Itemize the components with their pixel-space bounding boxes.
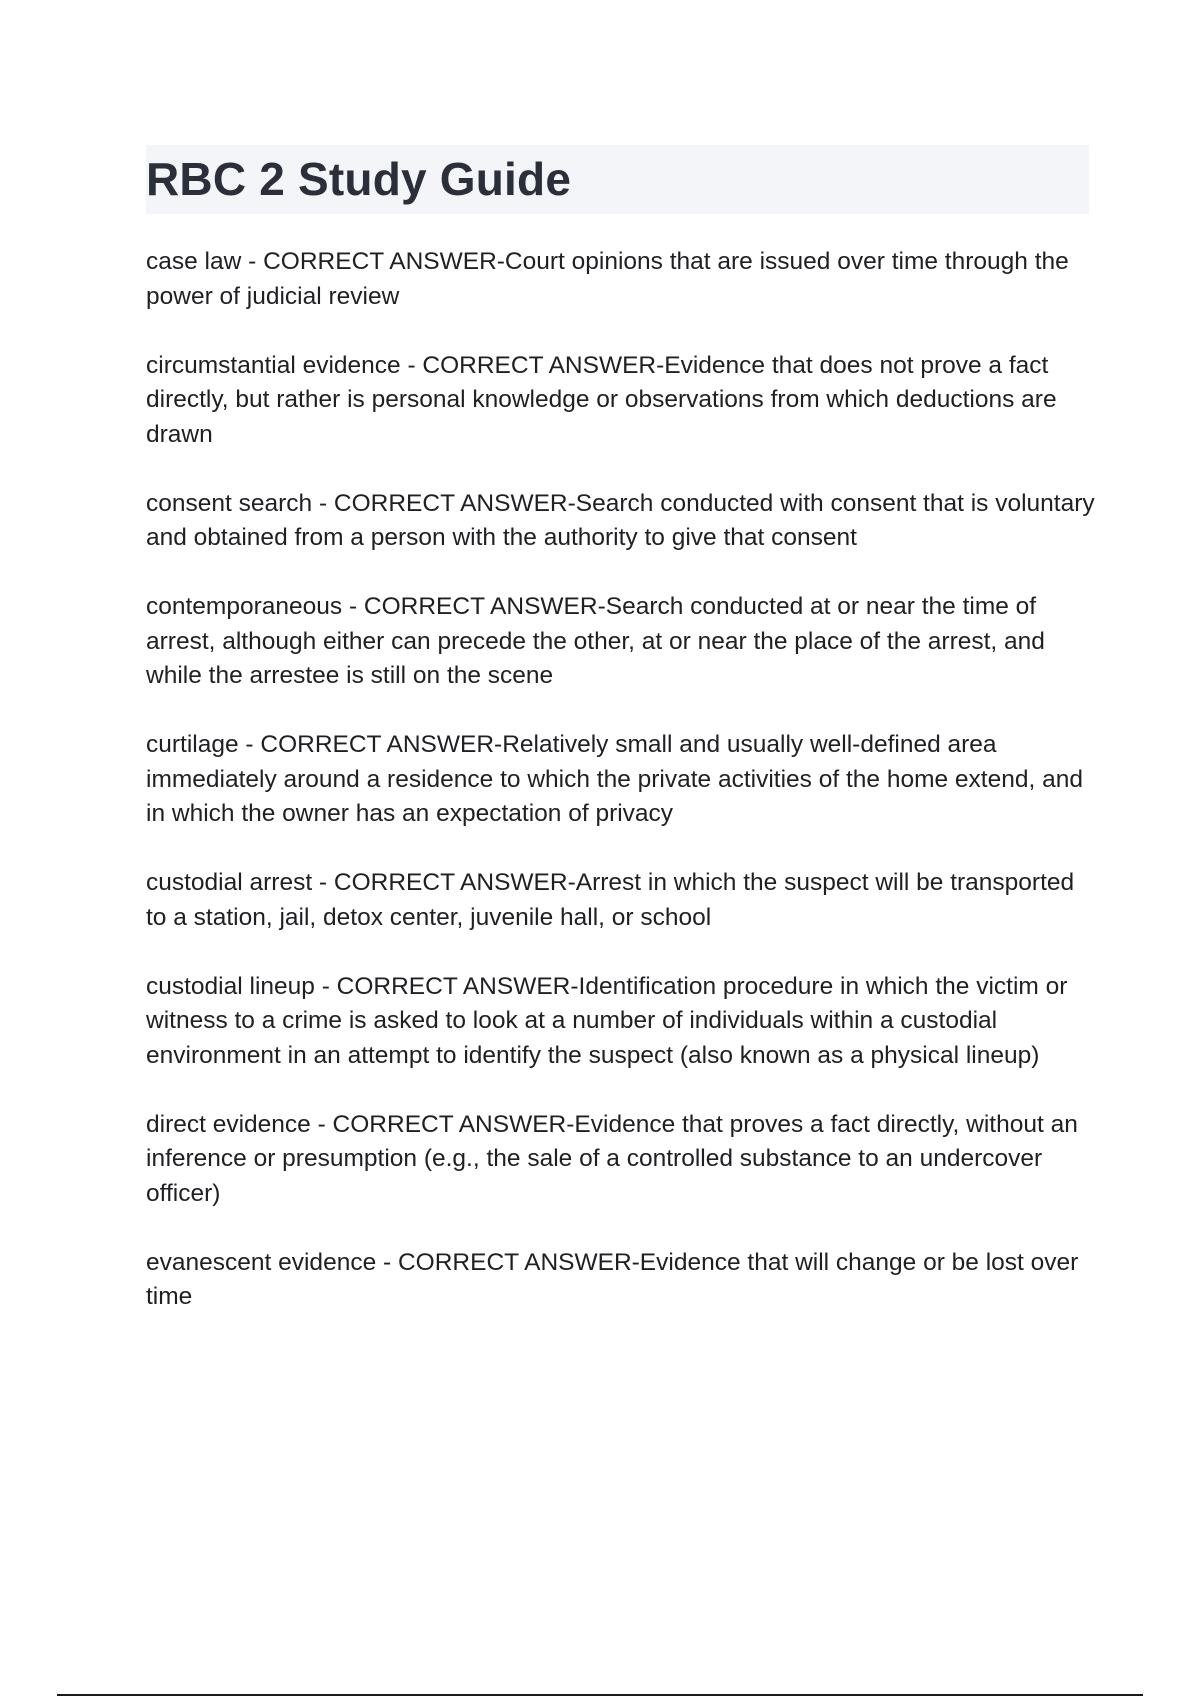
study-entry-custodial-arrest: custodial arrest - CORRECT ANSWER-Arrest in which the suspect will be transported to a station, jail, detox center, juvenile hall, or school [146, 869, 1075, 931]
study-entries-list [146, 245, 1096, 1349]
study-entry-case-law: case law - CORRECT ANSWER-Court opinions that are issued over time through the power of judicial review [146, 248, 1069, 310]
study-entry-evanescent-evidence: evanescent evidence - CORRECT ANSWER-Evidence that will change or be lost over time [146, 1248, 1079, 1310]
study-entry-contemporaneous: contemporaneous - CORRECT ANSWER-Search conducted at or near the time of arrest, although either can precede the other, at or near the place of the arrest, and while the arrestee is still on the scene [146, 593, 1045, 689]
document-title: RBC 2 Study Guide [146, 153, 572, 205]
study-entry-custodial-lineup: custodial lineup - CORRECT ANSWER-Identification procedure in which the victim or witness to a crime is asked to look at a number of individuals within a custodial environment in an attempt to identify the suspect (also known as a physical lineup) [146, 972, 1068, 1069]
study-entry-curtilage: curtilage - CORRECT ANSWER-Relatively small and usually well-defined area immediately around a residence to which the private activities of the home extend, and in which the owner has an expectation of privacy [146, 731, 1083, 827]
study-entry-consent-search: consent search - CORRECT ANSWER-Search conducted with consent that is voluntary and obtained from a person with the authority to give that consent [146, 489, 1095, 551]
study-entry-circumstantial-evidence: circumstantial evidence - CORRECT ANSWER-Evidence that does not prove a fact directly, but rather is personal knowledge or observations from which deductions are drawn [146, 351, 1057, 448]
title-banner [146, 145, 1089, 214]
study-entry-direct-evidence: direct evidence - CORRECT ANSWER-Evidence that proves a fact directly, without an inference or presumption (e.g., the sale of a controlled substance to an undercover officer) [146, 1110, 1078, 1207]
footer-divider [57, 1694, 1143, 1696]
